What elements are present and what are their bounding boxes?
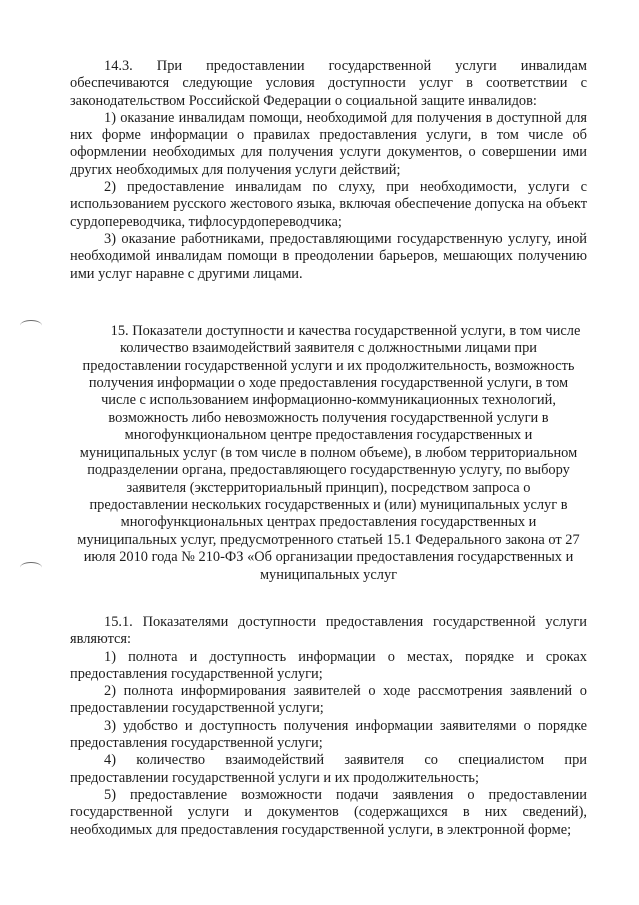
section-15-title: 15. Показатели доступности и качества государственной услуги, в том числе количество взаимодействий заявителя с должностными лицами при предоставлении государственной услуги и их продолжительность, возможность получения информации о ходе предоставления государственной услуги, в том числе с использованием информационно-коммуникационных технологий, возможность либо невозможность получения государственной услуги в многофункциональном центре предоставления государственных и муниципальных услуг (в том числе в полном объеме), в любом территориальном подразделении органа, предоставляющего государственную услугу, по выбору заявителя (экстерриториальный принцип), посредством запроса о предоставлении нескольких государственных и (или) муниципальных услуг в многофункциональных центрах предоставления государственных и муниципальных услуг, предусмотренного статьей 15.1 Федерального закона от 27 июля 2010 года № 210-ФЗ «Об организации предоставления государственных и муниципальных услуг [77,322,581,583]
section-15-1-item-4: 4) количество взаимодействий заявителя со специалистом при предоставлении государственной услуги и их продолжительность; [70,752,587,786]
section-15-1-item-1: 1) полнота и доступность информации о местах, порядке и сроках предоставления государственной услуги; [70,648,587,682]
section-15-1-item-5: 5) предоставление возможности подачи заявления о предоставлении государственной услуги и документов (содержащихся в них сведений), необходимых для предоставления государственной услуги, в электронной форме; [70,786,587,838]
section-15-1 [70,614,587,839]
section-15-1-item-2: 2) полнота информирования заявителей о ходе рассмотрения заявлений о предоставлении государственной услуги; [70,683,587,717]
section-15-1-intro: 15.1. Показателями доступности предоставления государственной услуги являются: [70,613,587,648]
section-15-1-item-3: 3) удобство и доступность получения информации заявителями о порядке предоставления государственной услуги; [70,717,587,752]
section-14-3 [70,58,587,283]
section-14-3-item-1: 1) оказание инвалидам помощи, необходимой для получения в доступной для них форме информации о правилах предоставления услуги, в том числе об оформлении необходимых для получения услуги документов, о совершении ими других необходимых для получения услуги действий; [70,109,587,178]
section-14-3-intro: 14.3. При предоставлении государственной услуги инвалидам обеспечиваются следующие условия доступности услуг в соответствии с законодательством Российской Федерации о социальной защите инвалидов: [70,58,587,109]
margin-hole-mark-bottom [20,562,42,573]
document-page [70,58,587,839]
margin-hole-mark-top [20,320,42,331]
section-14-3-item-3: 3) оказание работниками, предоставляющими государственную услугу, иной необходимой инвалидам помощи в преодолении барьеров, мешающих получению ими услуг наравне с другими лицами. [70,230,587,282]
section-14-3-item-2: 2) предоставление инвалидам по слуху, при необходимости, услуги с использованием русского жестового языка, включая обеспечение допуска на объект сурдопереводчика, тифлосурдопереводчика; [70,179,587,230]
